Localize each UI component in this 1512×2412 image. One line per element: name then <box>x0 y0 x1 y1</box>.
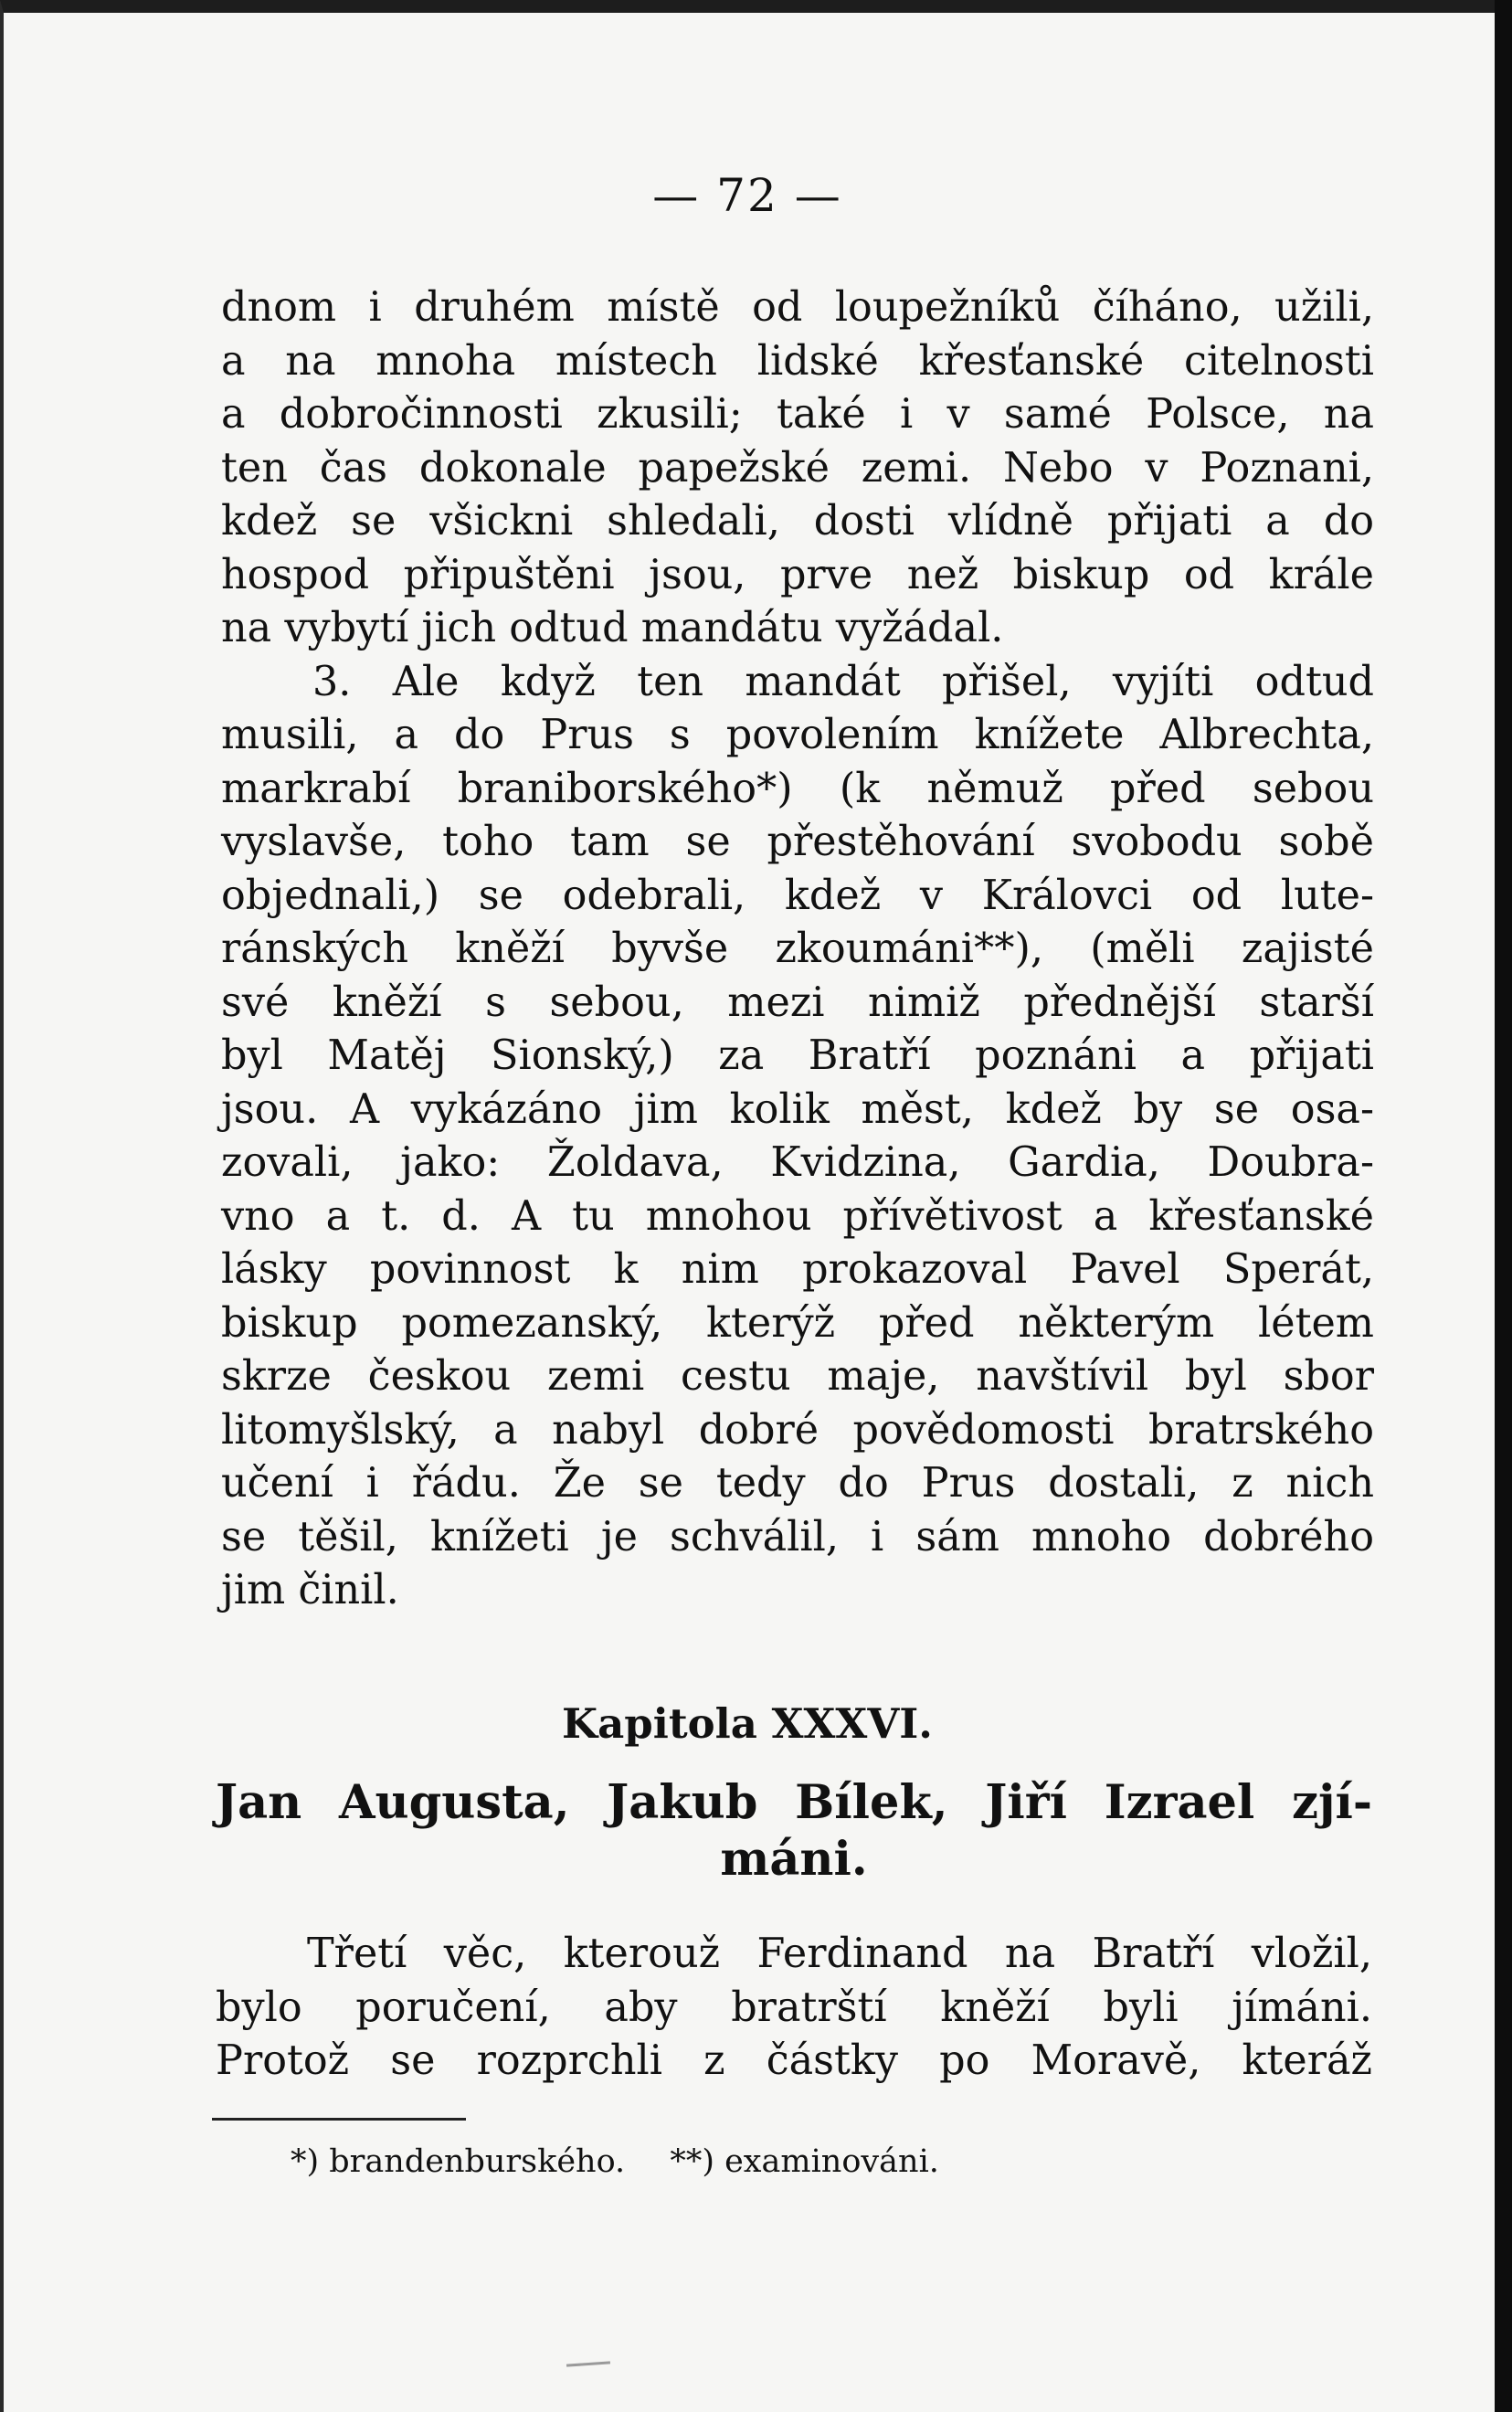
text-line: kdež se všickni shledali, dosti vlídně přijati a do <box>221 498 1374 545</box>
text-line: dnom i druhém místě od loupežníků číháno, užili, <box>221 284 1374 331</box>
chapter-title <box>216 1774 1372 1888</box>
text-line: litomyšlský, a nabyl dobré povědomosti bratrského <box>221 1406 1374 1454</box>
chapter-title-line: Jan Augusta, Jakub Bílek, Jiří Izrael zjí- <box>216 1775 1372 1830</box>
text-line: Protož se rozprchli z částky po Moravě, kteráž <box>216 2037 1372 2084</box>
text-line: jim činil. <box>221 1567 399 1613</box>
text-line: objednali,) se odebrali, kdež v Královci od lute- <box>221 872 1374 919</box>
text-line: byl Matěj Sionský,) za Bratří poznáni a přijati <box>221 1032 1374 1079</box>
text-line: učení i řádu. Že se tedy do Prus dostali, z nich <box>221 1460 1374 1507</box>
footnote-2: **) examinováni. <box>670 2143 939 2180</box>
text-line: bylo poručení, aby bratrští kněží byli jímáni. <box>216 1984 1372 2031</box>
text-line: hospod připuštěni jsou, prve než biskup od krále <box>221 551 1374 598</box>
footnote-1: *) brandenburského. <box>291 2143 626 2180</box>
text-line: ránských kněží byvše zkoumáni**), (měli zajisté <box>221 926 1374 972</box>
chapter-label: Kapitola XXXVI. <box>562 1699 933 1748</box>
text-line: vno a t. d. A tu mnohou přívětivost a křesťanské <box>221 1192 1374 1240</box>
chapter-text <box>216 1928 1372 2089</box>
text-line: vyslavše, toho tam se přestěhování svobodu sobě <box>221 819 1374 865</box>
text-line: lásky povinnost k nim prokazoval Pavel Sperát, <box>221 1246 1374 1293</box>
footnotes <box>291 2143 974 2180</box>
text-line: musili, a do Prus s povolením knížete Albrechta, <box>221 712 1374 758</box>
text-line: se těšil, knížeti je schválil, i sám mnoho dobrého <box>221 1513 1374 1560</box>
text-line: markrabí braniborského*) (k němuž před sebou <box>221 765 1374 812</box>
page-number: — 72 — <box>652 169 842 222</box>
text-line: biskup pomezanský, kterýž před některým létem <box>221 1299 1374 1347</box>
text-line: své kněží s sebou, mezi nimiž přednější starší <box>221 979 1374 1026</box>
footnote-divider <box>212 2118 466 2121</box>
text-line: a na mnoha místech lidské křesťanské citelnosti <box>221 337 1374 385</box>
text-line: skrze českou zemi cestu maje, navštívil byl sbor <box>221 1353 1374 1400</box>
main-text <box>221 281 1374 1618</box>
text-line: 3. Ale když ten mandát přišel, vyjíti odtud <box>312 658 1374 705</box>
chapter-title-line: máni. <box>720 1832 868 1887</box>
text-line: na vybytí jich odtud mandátu vyžádal. <box>221 605 1004 651</box>
text-line: a dobročinnosti zkusili; také i v samé Polsce, na <box>221 391 1374 438</box>
text-line: jsou. A vykázáno jim kolik měst, kdež by se osa- <box>221 1085 1374 1133</box>
text-line: ten čas dokonale papežské zemi. Nebo v Poznani, <box>221 444 1374 492</box>
text-line: Třetí věc, kterouž Ferdinand na Bratří vložil, <box>307 1931 1372 1977</box>
text-line: zovali, jako: Žoldava, Kvidzina, Gardia, Doubra- <box>221 1139 1374 1186</box>
scan-edge <box>1495 0 1512 2412</box>
